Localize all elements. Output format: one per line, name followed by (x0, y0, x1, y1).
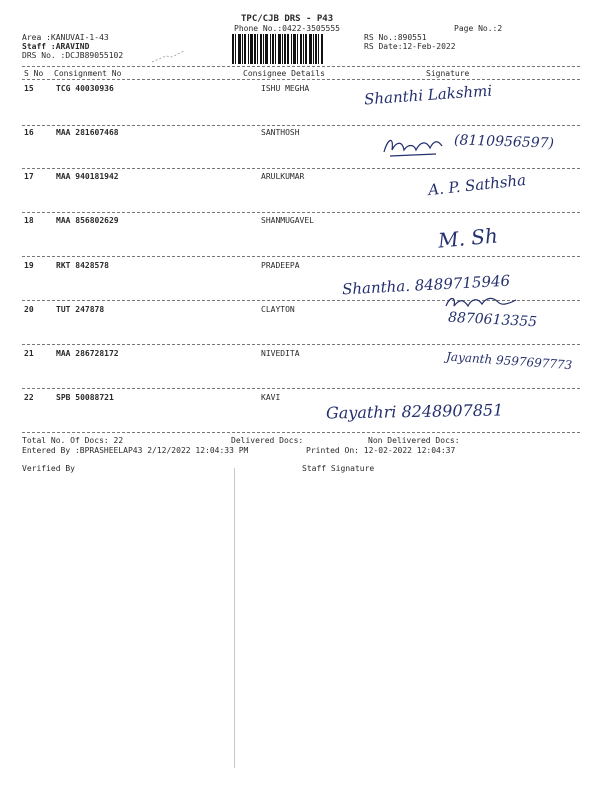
total-docs: Total No. Of Docs: 22 (22, 436, 124, 445)
row-signature: Jayanth 9597697773 (445, 349, 573, 373)
staff-label: Staff :ARAVIND (22, 42, 90, 51)
row-consignment: MAA 940181942 (56, 172, 119, 181)
divider (22, 79, 580, 80)
row-signature: 8870613355 (447, 309, 538, 331)
row-signature: Shanthi Lakshmi (363, 81, 493, 109)
row-sno: 19 (24, 261, 34, 270)
printed-on: Printed On: 12-02-2022 12:04:37 (306, 446, 456, 455)
divider (22, 168, 580, 169)
col-header-signature: Signature (426, 69, 470, 78)
fold-line (234, 468, 235, 768)
row-signature: M. Sh (437, 223, 499, 253)
divider (22, 212, 580, 213)
divider (22, 66, 580, 67)
row-consignment: TCG 40030936 (56, 84, 114, 93)
row-sno: 17 (24, 172, 34, 181)
page-number: Page No.:2 (454, 24, 503, 33)
row-signature: (8110956597) (453, 132, 555, 152)
divider (22, 388, 580, 389)
rs-date: RS Date:12-Feb-2022 (364, 42, 456, 51)
row-consignee: NIVEDITA (261, 349, 300, 358)
row-sno: 21 (24, 349, 34, 358)
page-title: TPC/CJB DRS - P43 (241, 14, 334, 24)
area-label: Area :KANUVAI-1-43 (22, 33, 109, 42)
row-consignee: CLAYTON (261, 305, 295, 314)
divider (22, 432, 580, 433)
row-sno: 20 (24, 305, 34, 314)
row-signature: Shantha. 8489715946 (341, 271, 511, 299)
row-sno: 16 (24, 128, 34, 137)
row-signature: Gayathri 8248907851 (325, 400, 504, 423)
row-consignee: PRADEEPA (261, 261, 300, 270)
row-consignee: SANTHOSH (261, 128, 300, 137)
divider (22, 344, 580, 345)
delivered-docs: Delivered Docs: (231, 436, 304, 445)
phone-number: Phone No.:0422-3505555 (234, 24, 340, 33)
entered-by: Entered By :BPRASHEELAP43 2/12/2022 12:04:33 PM (22, 446, 249, 455)
row-consignee: SHANMUGAVEL (261, 216, 314, 225)
row-sno: 22 (24, 393, 34, 402)
staff-signature: Staff Signature (302, 464, 375, 473)
signature-scribble (380, 130, 450, 162)
row-consignment: RKT 8428578 (56, 261, 109, 270)
verified-by: Verified By (22, 464, 75, 473)
col-header-consignment: Consignment No (54, 69, 122, 78)
row-consignment: MAA 856802629 (56, 216, 119, 225)
row-consignment: TUT 247878 (56, 305, 105, 314)
row-consignee: KAVI (261, 393, 281, 402)
rs-number: RS No.:890551 (364, 33, 427, 42)
divider (22, 256, 580, 257)
row-consignment: MAA 281607468 (56, 128, 119, 137)
drs-number: DRS No. :DCJB89055102 (22, 51, 124, 60)
row-consignment: MAA 286728172 (56, 349, 119, 358)
non-delivered-docs: Non Delivered Docs: (368, 436, 460, 445)
barcode (232, 34, 358, 64)
row-consignee: ARULKUMAR (261, 172, 305, 181)
divider (22, 125, 580, 126)
row-sno: 15 (24, 84, 34, 93)
row-signature: A. P. Sathsha (427, 170, 527, 200)
row-sno: 18 (24, 216, 34, 225)
pen-mark (150, 48, 186, 66)
col-header-sno: S No (24, 69, 44, 78)
row-consignee: ISHU MEGHA (261, 84, 310, 93)
col-header-consignee: Consignee Details (243, 69, 325, 78)
row-consignment: SPB 50088721 (56, 393, 114, 402)
